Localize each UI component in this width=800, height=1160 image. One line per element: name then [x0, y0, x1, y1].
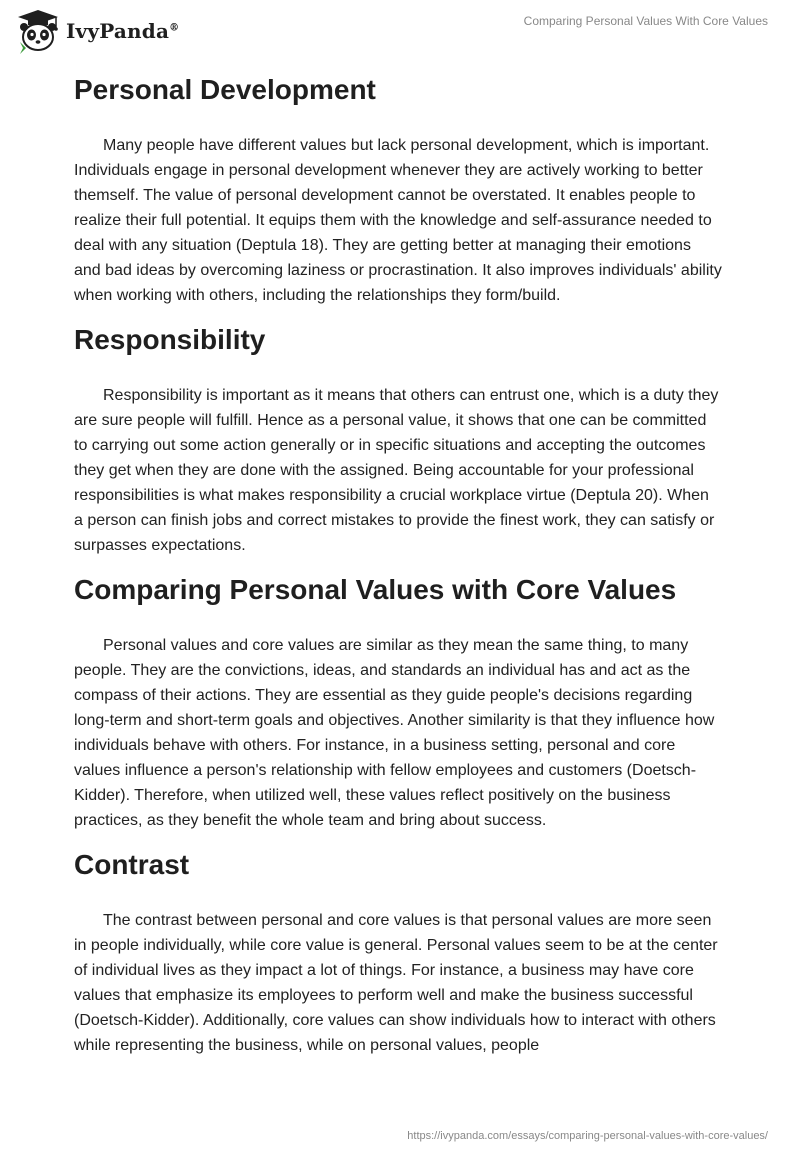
section-paragraph: Personal values and core values are similar as they mean the same thing, to many people. They are the convictions, ideas, and standards an individual has and act as the compass of their actions. They are essential as they guide people's decisions regarding long-term and short-term goals and objectives. Another similarity is that they influence how individuals behave with others. For instance, in a business setting, personal and core values influence a person's relationship with fellow employees and customers (Doetsch-Kidder). Therefore, when utilized well, these values reflect positively on the business practices, as they benefit the whole team and bring about success.: [74, 637, 715, 829]
page-header: [0, 0, 800, 60]
source-url[interactable]: https://ivypanda.com/essays/comparing-personal-values-with-core-values/: [407, 1130, 768, 1142]
panda-logo-icon: [14, 8, 62, 54]
header-document-title: Comparing Personal Values With Core Values: [523, 14, 768, 28]
section-contrast: [74, 845, 722, 1058]
section-heading: Personal Development: [74, 74, 376, 105]
section-paragraph: Responsibility is important as it means that others can entrust one, which is a duty they are sure people will fulfill. Hence as a personal value, it shows that one can be committed to carrying out some action generally or in specific situations and accepting the outcomes they get when they are done with the assigned. Being accountable for your professional responsibilities is what makes responsibility a crucial workplace virtue (Deptula 20). When a person can finish jobs and correct mistakes to provide the finest work, they can satisfy or surpasses expectations.: [74, 387, 719, 554]
logo-wordmark: IvyPanda: [66, 19, 170, 43]
logo-registered-mark: ®: [169, 22, 180, 34]
section-responsibility: [74, 320, 722, 558]
logo[interactable]: [14, 8, 179, 54]
section-heading: Contrast: [74, 849, 190, 880]
section-paragraph: The contrast between personal and core values is that personal values are more seen in people individually, while core value is general. Personal values seem to be at the center of individual lives as they impact a lot of things. For instance, a business may have core values that emphasize its employees to perform well and make the business successful (Doetsch-Kidder). Additionally, core values can show individuals how to interact with others while representing the business, while on personal values, people: [74, 912, 718, 1054]
section-heading: Comparing Personal Values with Core Values: [74, 574, 677, 605]
section-comparing-values: [74, 570, 722, 833]
section-paragraph: Many people have different values but lack personal development, which is important. Individuals engage in personal development whenever they are actively working to better themself. The value of personal development cannot be overstated. It enables people to realize their full potential. It equips them with the knowledge and self-assurance needed to deal with any situation (Deptula 18). They are getting better at managing their emotions and bad ideas by overcoming laziness or procrastination. It also improves individuals' ability when working with others, including the relationships they form/build.: [74, 137, 722, 304]
logo-text: [66, 19, 179, 43]
section-personal-development: [74, 70, 722, 308]
section-heading: Responsibility: [74, 324, 266, 355]
essay-content: [74, 70, 722, 1058]
